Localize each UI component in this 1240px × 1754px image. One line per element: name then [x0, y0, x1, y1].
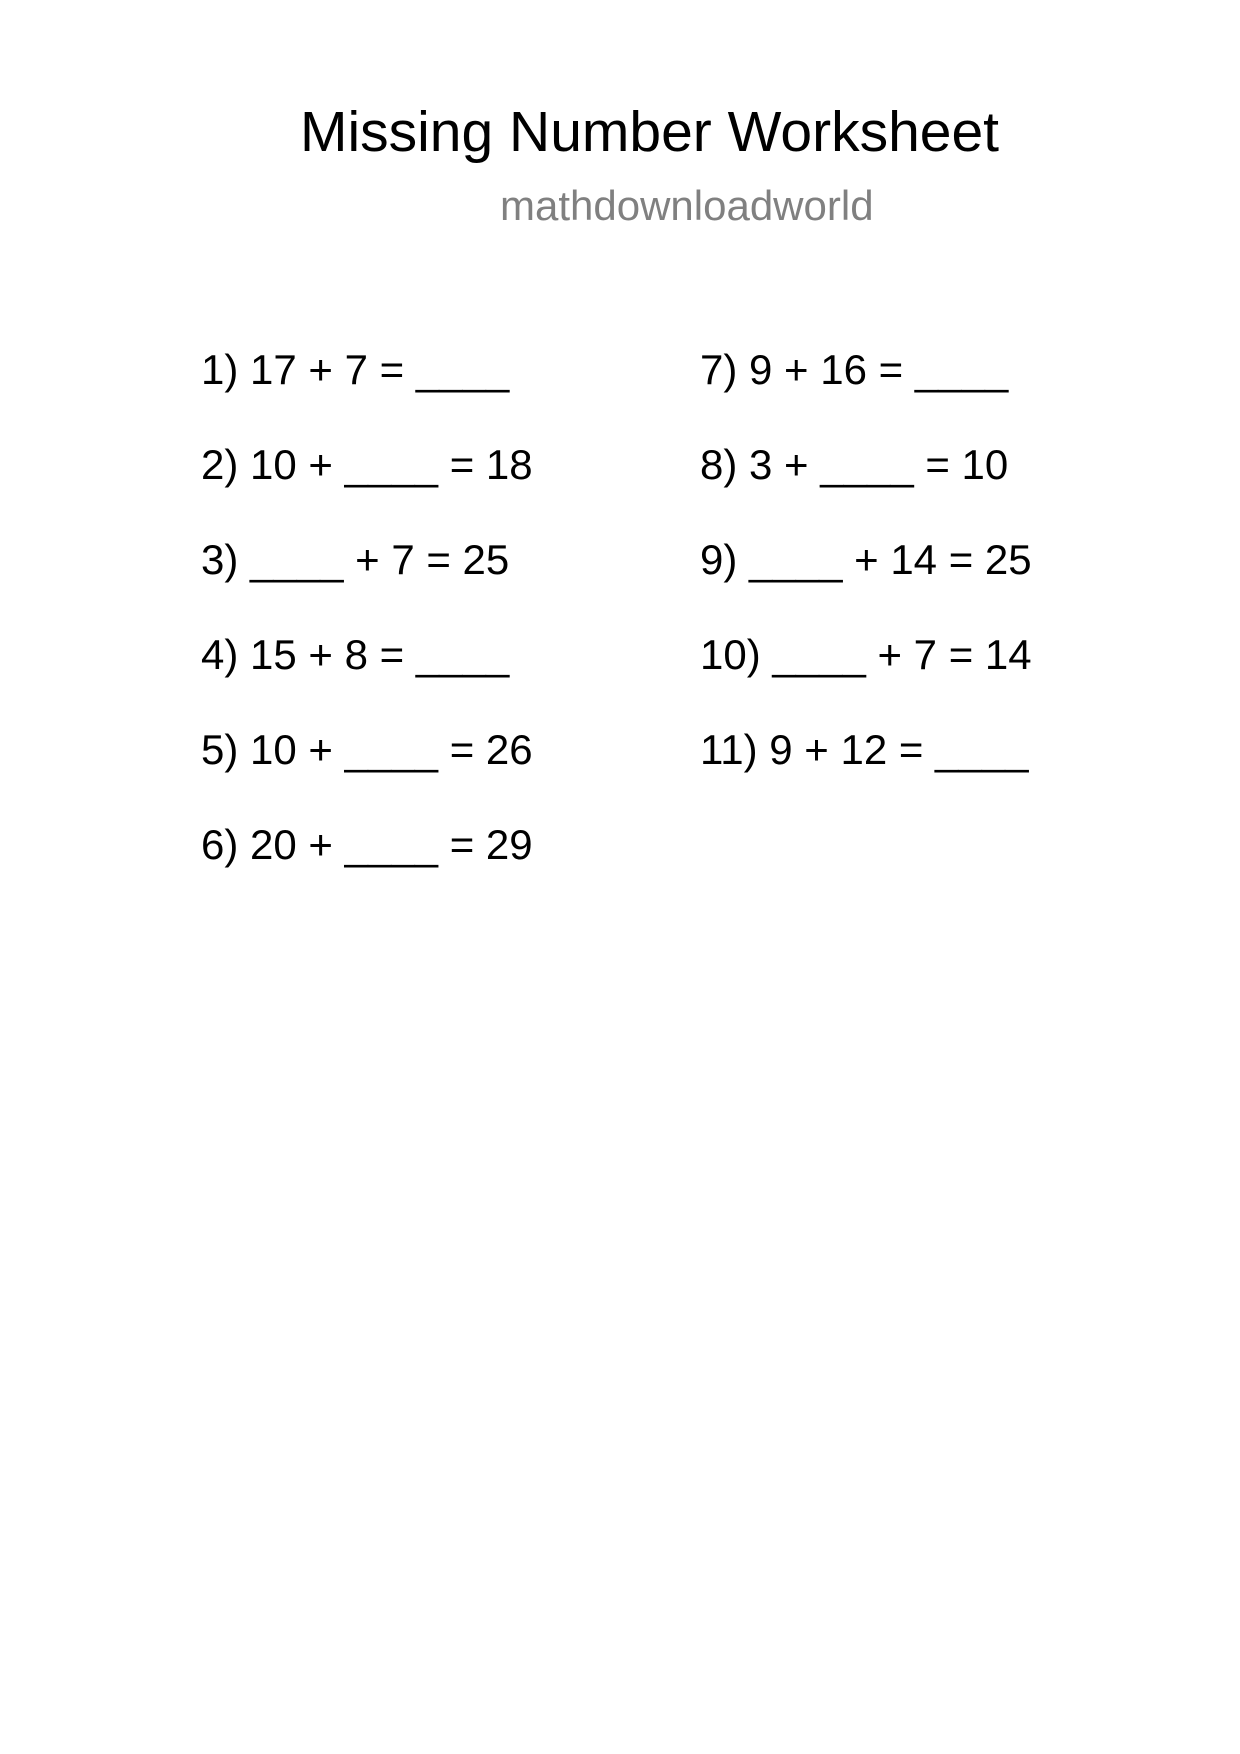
problem-item: 11) 9 + 12 = ____	[700, 726, 1029, 773]
problem-column-left	[201, 345, 533, 915]
problem-item: 1) 17 + 7 = ____	[201, 346, 510, 393]
worksheet-title: Missing Number Worksheet	[300, 100, 1000, 164]
problem-item: 10) ____ + 7 = 14	[700, 631, 1032, 678]
problem-item: 8) 3 + ____ = 10	[700, 441, 1009, 488]
problem-item: 5) 10 + ____ = 26	[201, 726, 533, 773]
problem-item: 7) 9 + 16 = ____	[700, 346, 1009, 393]
problem-column-right	[700, 345, 1032, 820]
worksheet-subtitle: mathdownloadworld	[500, 182, 874, 229]
problem-item: 2) 10 + ____ = 18	[201, 441, 533, 488]
problem-item: 9) ____ + 14 = 25	[700, 536, 1032, 583]
problem-item: 6) 20 + ____ = 29	[201, 821, 533, 868]
problem-item: 4) 15 + 8 = ____	[201, 631, 510, 678]
problem-item: 3) ____ + 7 = 25	[201, 536, 510, 583]
